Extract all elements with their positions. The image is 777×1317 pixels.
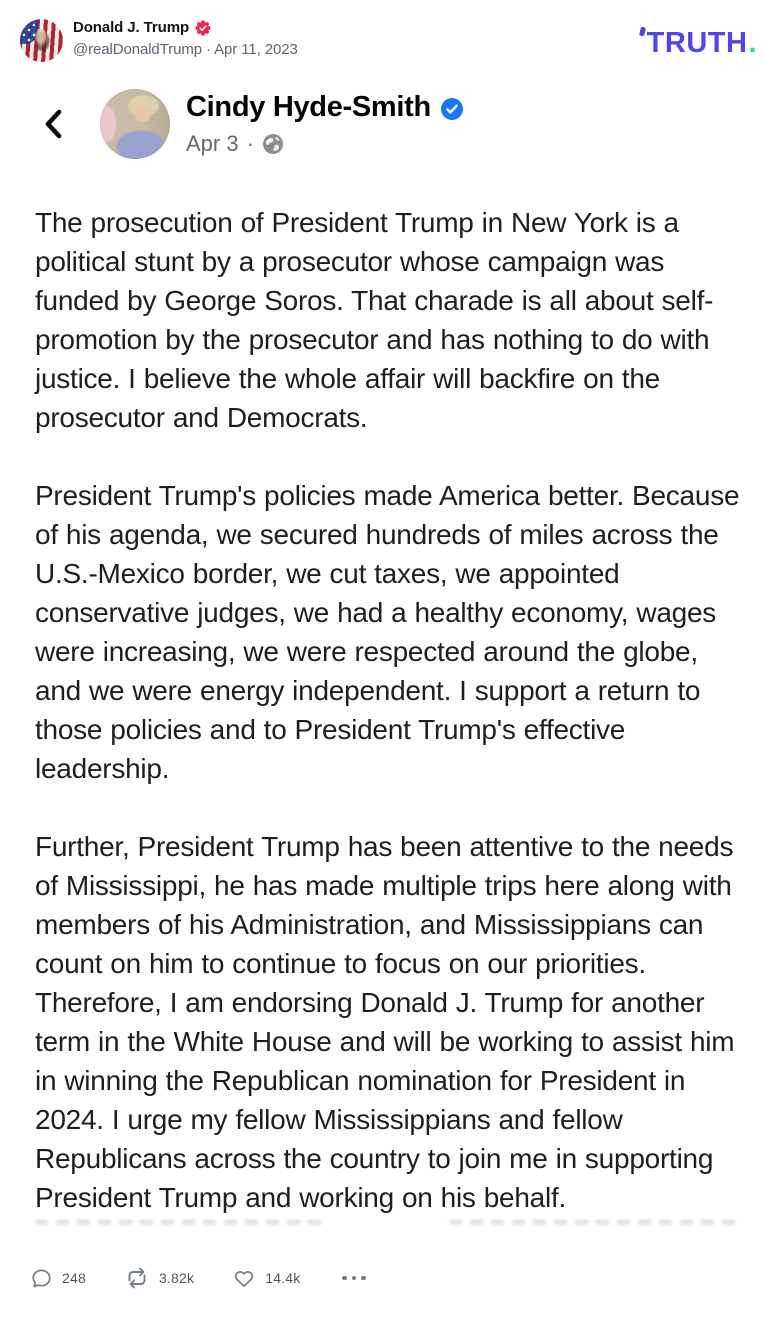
paragraph-policies: President Trump's policies made America better. Because of his agenda, we secured hundreds of miles across the U.S.-Mexico border, we cut taxes, we appointed conservative judges, we had a healthy economy, wages were increasing, we were respected around the globe, and we were energy independent. I support a return to those policies and to President Trump's effective leadership. [35,480,740,784]
reply-button[interactable] [30,1267,86,1290]
dot-icon [361,1276,366,1281]
embed-post-date: Apr 3 [186,131,239,156]
more-options-button[interactable] [338,1272,370,1285]
like-count: 14.4k [265,1270,301,1286]
retruth-button[interactable] [124,1266,194,1290]
truth-logo-tick-icon [639,27,646,37]
like-button[interactable] [232,1267,300,1290]
embed-post-meta [186,131,464,157]
verified-seal-icon [195,20,211,36]
paragraph-prosecution: The prosecution of President Trump in New York is a political stunt by a prosecutor whose campaign was funded by George Soros. That charade is all about self-promotion by the prosecutor and has nothing to do with justice. I believe the whole affair will backfire on the prosecutor and Democrats. [35,207,714,433]
retruth-icon [124,1266,150,1290]
back-chevron-icon [40,107,66,141]
comment-icon [30,1267,53,1290]
post-header [0,0,777,62]
dot-icon [342,1276,347,1281]
embed-identity [186,91,464,157]
meta-separator: · [246,131,254,156]
author-display-name[interactable]: Donald J. Trump [73,19,190,36]
retruth-count: 3.82k [158,1270,195,1286]
embed-header [0,89,777,159]
truth-logo-dot: . [748,27,757,59]
globe-icon [262,133,284,155]
truth-wordmark: TRUTH [646,27,748,59]
verified-badge-icon [440,97,464,121]
embed-body-text [0,159,777,1217]
truth-brand-logo [640,19,757,58]
heart-icon [232,1267,256,1290]
paragraph-endorsement: Further, President Trump has been attentive to the needs of Mississippi, he has made multiple trips here along with members of his Administration, and Mississippians can count on him to continue to focus on our priorities. Therefore, I am endorsing Donald J. Trump for another term in the White House and will be working to assist him in winning the Republican nomination for President in 2024. I urge my fellow Mississippians and fellow Republicans across the country to join me in supporting President Trump and working on his behalf. [35,831,735,1213]
profile-photo [100,89,170,159]
author-handle-date[interactable]: @realDonaldTrump · Apr 11, 2023 [73,41,298,58]
embedded-screenshot[interactable] [0,89,777,1229]
embed-profile-name: Cindy Hyde-Smith [186,91,431,123]
author-avatar[interactable] [20,19,63,62]
engagement-bar [0,1255,777,1317]
cropped-text-remnant [35,1219,742,1229]
reply-count: 248 [62,1270,86,1286]
author-names[interactable] [73,19,298,58]
dot-icon [352,1276,357,1281]
